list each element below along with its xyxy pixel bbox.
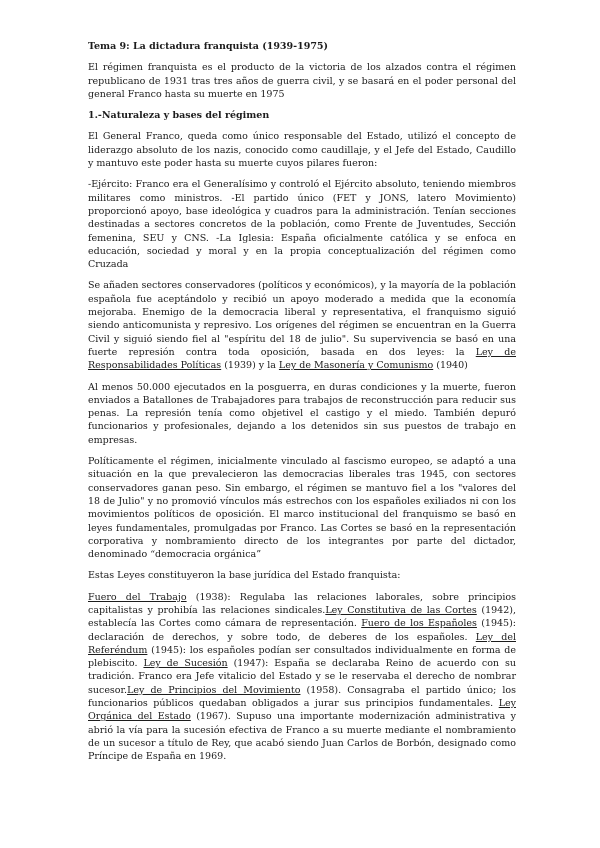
- pillars-paragraph: -Ejército: Franco era el Generalísimo y controló el Ejército absoluto, teniendo miembros militares como ministros. -El partido único (FET y JONS, latero Movimiento) proporcionó apoyo, base ideológica y cuadros para la administración. Tenían secciones destinadas a sectores concretos de la población, como Frente de Juventudes, Sección femenina, SEU y CNS. -La Iglesia: España oficialmente católica y se enfoca en educación, sociedad y moral y en la propia conceptualización del régimen como Cruzada: [88, 179, 516, 271]
- law-link-cortes[interactable]: Ley Constitutiva de las Cortes: [325, 604, 477, 616]
- law-link-organica[interactable]: Ley Orgánica del Estado: [88, 698, 516, 723]
- law-link-referendum[interactable]: Ley del Referéndum: [88, 631, 516, 656]
- law-link-masoneria[interactable]: Ley de Masonería y Comunismo: [278, 360, 434, 372]
- franco-paragraph: El General Franco, queda como único responsable del Estado, utilizó el concepto de liderazgo absoluto de los nazis, conocido como caudillaje, y el Jefe del Estado, Caudillo y mantuvo este poder hasta su muerte cuyos pilares fueron:: [88, 131, 516, 170]
- law-link-principios[interactable]: Ley de Principios del Movimiento: [127, 684, 301, 696]
- document-title: Tema 9: La dictadura franquista (1939-1975): [88, 41, 329, 52]
- document-page: [88, 40, 516, 772]
- sectors-text: Se añaden sectores conservadores (políticos y económicos), y la mayoría de la población española fue aceptándolo y recibió un apoyo moderado a medida que la economía mejoraba. Enemigo de la democracia liberal y representativa, el franquismo siguió siendo anticomunista y represivo. Los orígenes del régimen se encuentran en la Guerra Civil y siguió siendo fiel al "espíritu del 18 de julio". Su supervivencia se basó en una fuerte represión contra toda oposición, basada en dos leyes: la: [88, 280, 516, 358]
- sectors-end: (1940): [433, 360, 468, 372]
- law-desc: (1967). Supuso una importante modernización administrativa y abrió la vía para la sucesión efectiva de Franco a su muerte mediante el nombramiento de un sucesor a título de Rey, que acabó siendo Juan Carlos de Borbón, designado como Príncipe de España en 1969.: [88, 711, 516, 763]
- law-desc: (1938): Regulaba las relaciones laborales, sobre principios capitalistas y prohibía las relaciones sindicales.: [88, 591, 516, 616]
- laws-paragraph: [88, 591, 516, 764]
- law-link-fuero-trabajo[interactable]: Fuero del Trabajo: [88, 591, 187, 603]
- law-desc: (1945): declaración de derechos, y sobre todo, de deberes de los españoles.: [88, 618, 517, 643]
- executed-paragraph: Al menos 50.000 ejecutados en la posguerra, en duras condiciones y la muerte, fueron enviados a Batallones de Trabajadores para trabajos de reconstrucción para reducir sus penas. La represión tenía como objetivel el castigo y el miedo. También depuró funcionarios y profesionales, dejando a los detenidos sin sus puestos de trabajo en empresas.: [88, 381, 516, 446]
- law-link-fuero-espanoles[interactable]: Fuero de los Españoles: [361, 618, 477, 630]
- law-desc: (1947): España se declaraba Reino de acuerdo con su tradición. Franco era Jefe vitalicio del Estado y se le reservaba el derecho de nombrar sucesor.: [88, 658, 516, 696]
- sectors-paragraph: [88, 279, 516, 372]
- sectors-between: (1939) y la: [221, 360, 279, 372]
- law-link-sucesion[interactable]: Ley de Sucesión: [143, 658, 228, 670]
- laws-intro-paragraph: Estas Leyes constituyeron la base jurídica del Estado franquista:: [88, 570, 401, 582]
- law-desc: (1942), establecía las Cortes como cámara de representación.: [88, 604, 516, 630]
- law-link-responsabilidades[interactable]: Ley de Responsabilidades Políticas: [88, 346, 516, 372]
- political-paragraph: Políticamente el régimen, inicialmente vinculado al fascismo europeo, se adaptó a una situación en la que prevalecieron las democracias liberales tras 1945, con sectores conservadores ganan peso. Sin embargo, el régimen se mantuvo fiel a los "valores del 18 de Julio" y no promovió vínculos más estrechos con los españoles exiliados ni con los movimientos políticos de oposición. El marco institucional del franquismo se basó en leyes fundamentales, promulgadas por Franco. Las Cortes se basó en la representación corporativa y nombramiento directo de los integrantes por parte del dictador, denominado “democracia orgánica”: [88, 456, 516, 561]
- law-desc: (1958). Consagraba el partido único; los funcionarios públicos quedaban obligados a jurar sus principios fundamentales.: [88, 684, 516, 710]
- section-heading: 1.-Naturaleza y bases del régimen: [88, 110, 270, 122]
- law-desc: (1945): los españoles podían ser consultados individualmente en forma de plebiscito.: [88, 644, 516, 670]
- intro-paragraph: El régimen franquista es el producto de la victoria de los alzados contra el régimen republicano de 1931 tras tres años de guerra civil, y se basará en el poder personal del general Franco hasta su muerte en 1975: [88, 62, 516, 100]
